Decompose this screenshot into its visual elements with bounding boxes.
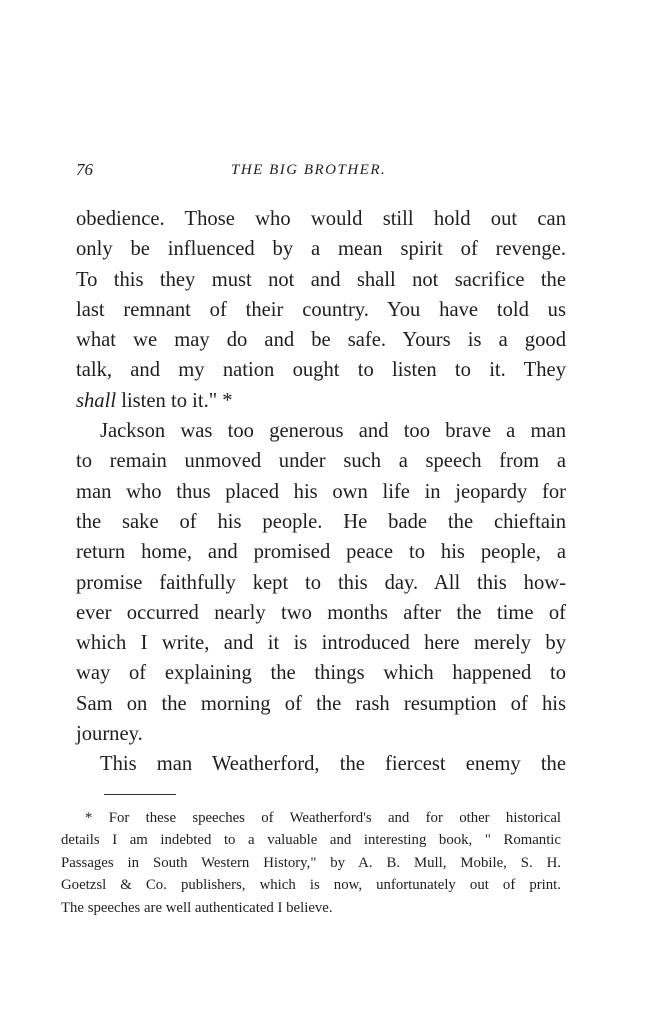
footnote-line: The speeches are well authenticated I believe. <box>61 900 333 917</box>
text-line: way of explaining the things which happened to <box>76 662 566 685</box>
text-line: last remnant of their country. You have told us <box>76 298 566 321</box>
text-line: what we may do and be safe. Yours is a good <box>76 329 566 352</box>
text-line: journey. <box>76 723 143 746</box>
text-line: To this they must not and shall not sacrifice the <box>76 268 566 291</box>
footnote-line: details I am indebted to a valuable and interesting book, " Romantic <box>61 832 561 849</box>
paragraph-start-line: This man Weatherford, the fiercest enemy the <box>100 753 566 776</box>
page-number: 76 <box>76 160 93 179</box>
text-line: which I write, and it is introduced here merely by <box>76 632 566 655</box>
text-fragment: listen to it." * <box>121 389 233 412</box>
running-title: THE BIG BROTHER. <box>231 162 387 178</box>
footnote-line: Passages in South Western History," by A. B. Mull, Mobile, S. H. <box>61 854 561 871</box>
text-line: man who thus placed his own life in jeopardy for <box>76 480 566 503</box>
footnote-line: Goetzsl & Co. publishers, which is now, unfortunately out of print. <box>61 877 561 894</box>
text-line-with-italic <box>76 386 566 416</box>
text-line: the sake of his people. He bade the chieftain <box>76 510 566 533</box>
book-page <box>61 160 566 920</box>
footnote-divider <box>104 794 176 795</box>
text-line: Sam on the morning of the rash resumption of his <box>76 692 566 715</box>
text-line: return home, and promised peace to his people, a <box>76 541 566 564</box>
footnote <box>61 807 561 920</box>
body-text <box>76 204 566 780</box>
footnote-line: * For these speeches of Weatherford's and for other historical <box>85 809 561 826</box>
text-line: talk, and my nation ought to listen to it. They <box>76 359 566 382</box>
text-line: to remain unmoved under such a speech from a <box>76 450 566 473</box>
italic-emphasis: shall <box>76 389 117 412</box>
page-header <box>76 160 566 190</box>
text-line: obedience. Those who would still hold out can <box>76 208 566 230</box>
paragraph-start-line: Jackson was too generous and too brave a man <box>100 420 566 443</box>
text-line: promise faithfully kept to this day. All this how- <box>76 571 566 594</box>
text-line: only be influenced by a mean spirit of revenge. <box>76 238 566 261</box>
text-line: ever occurred nearly two months after the time of <box>76 601 566 624</box>
